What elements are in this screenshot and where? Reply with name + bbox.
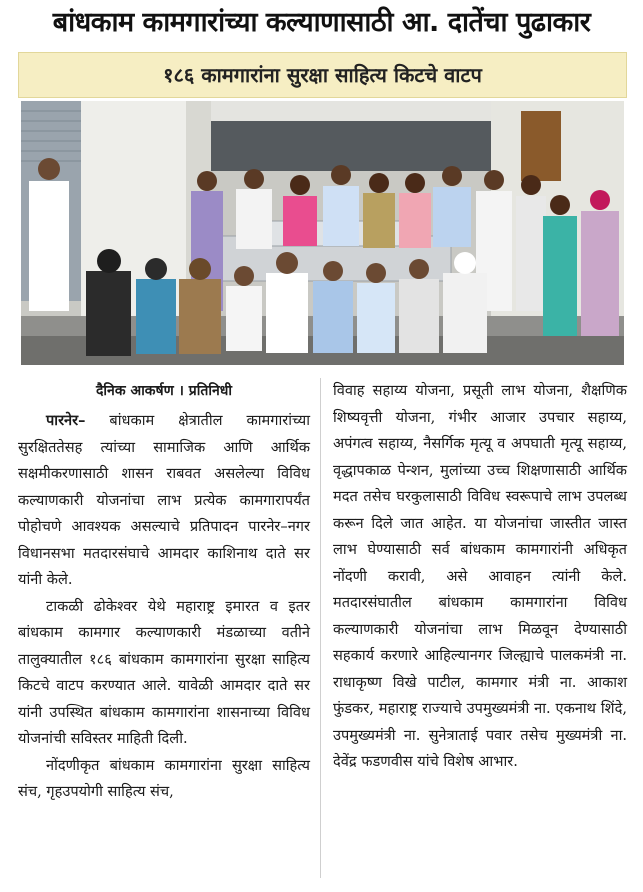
subheadline-banner: १८६ कामगारांना सुरक्षा साहित्य किटचे वाटप	[18, 52, 627, 98]
column-divider	[320, 378, 321, 878]
article-paragraph-continued: विवाह सहाय्य योजना, प्रसूती लाभ योजना, शैक्षणिक शिष्यवृत्ती योजना, गंभीर आजार उपचार सहाय्य, अपंगत्व सहाय्य, नैसर्गिक मृत्यू व अपघाती मृत्यू सहाय्य, वृद्धापकाळ पेन्शन, मुलांच्या उच्च शिक्षणासाठी आर्थिक मदत तसेच घरकुलासाठी विविध स्वरूपाचे लाभ उपलब्ध करून दिले जात आहेत. या योजनांचा जास्तीत जास्त लाभ घेण्यासाठी सर्व बांधकाम कामगारांनी अधिकृत नोंदणी करावी, असे आवाहन त्यांनी केले. मतदारसंघातील बांधकाम कामगारांना विविध कल्याणकारी योजनांचा लाभ मिळवून देण्यासाठी सहकार्य करणारे आहिल्यानगर जिल्ह्याचे पालकमंत्री ना. राधाकृष्ण विखे पाटील, कामगार मंत्री ना. आकाश फुंडकर, महाराष्ट्र राज्याचे उपमुख्यमंत्री ना. एकनाथ शिंदे, उपमुख्यमंत्री ना. सुनेत्राताई पवार तसेच मुख्यमंत्री ना. देवेंद्र फडणवीस यांचे विशेष आभार.	[333, 382, 627, 770]
article-right-column	[333, 378, 627, 776]
article-paragraph-1	[18, 408, 310, 594]
article-paragraph-3: नोंदणीकृत बांधकाम कामगारांना सुरक्षा साहित्य संच, गृहउपयोगी साहित्य संच,	[18, 756, 310, 800]
article-left-column	[18, 378, 310, 806]
news-photo	[21, 101, 624, 365]
paragraph-text: बांधकाम क्षेत्रातील कामगारांच्या सुरक्षिततेसह त्यांच्या सामाजिक आणि आर्थिक सक्षमीकरणासाठी शासन राबवत असलेल्या विविध कल्याणकारी योजनांचा लाभ प्रत्येक कामगारापर्यंत पोहोचणे आवश्यक असल्याचे प्रतिपादन पारनेर–नगर विधानसभा मतदारसंघाचे आमदार काशिनाथ दाते सर यांनी केले.	[18, 412, 311, 588]
headline: बांधकाम कामगारांच्या कल्याणासाठी आ. दातेंचा पुढाकार	[52, 7, 591, 38]
dateline: दैनिक आकर्षण । प्रतिनिधी	[96, 383, 232, 399]
article-paragraph-2: टाकळी ढोकेश्वर येथे महाराष्ट्र इमारत व इतर बांधकाम कामगार कल्याणकारी मंडळाच्या वतीने तालुक्यातील १८६ बांधकाम कामगारांना सुरक्षा साहित्य किटचे वाटप करण्यात आले. यावेळी आमदार दाते सर यांनी उपस्थित बांधकाम कामगारांना शासनाच्या विविध योजनांची सविस्तर माहिती दिली.	[18, 597, 310, 747]
group-photo-illustration	[21, 101, 624, 365]
place-name: पारनेर–	[46, 412, 86, 429]
